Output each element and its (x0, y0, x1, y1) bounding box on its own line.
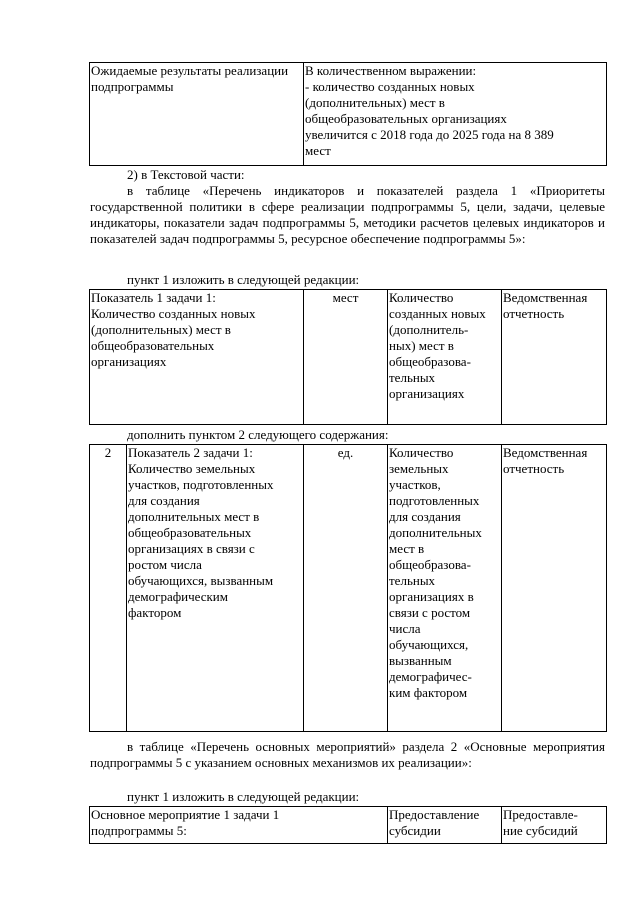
cell-line: Ведомственная (503, 445, 588, 460)
cell-line: ростом числа (128, 557, 202, 572)
cell-line: Предоставление (389, 807, 480, 822)
results-line: увеличится с 2018 года до 2025 года на 8 389 (305, 127, 554, 142)
cell-line: Количество (389, 290, 454, 305)
indicator-2-source-cell (502, 445, 607, 732)
cell-line: для создания (389, 509, 461, 524)
cell-line: дополнительных (389, 525, 482, 540)
cell-line: фактором (128, 605, 182, 620)
cell-line: организациях (91, 354, 167, 369)
activity-name-cell (90, 807, 388, 844)
cell-line: обучающихся, (389, 637, 469, 652)
indicator-2-number-cell: 2 (90, 445, 127, 732)
cell-line: общеобразова- (389, 557, 471, 572)
cell-line: Показатель 2 задачи 1: (128, 445, 253, 460)
text-activities-paragraph: в таблице «Перечень основных мероприятий» раздела 2 «Основные мероприятия подпрограммы 5 с указанием основных механизмов их реализации»: (90, 739, 605, 770)
cell-line: тельных (389, 370, 436, 385)
cell-line: демографическим (128, 589, 228, 604)
indicator-1-unit-cell: мест (304, 290, 388, 425)
cell-line: организациях в связи с (128, 541, 255, 556)
cell-line: Основное мероприятие 1 задачи 1 (91, 807, 280, 822)
cell-line: Количество созданных новых (91, 306, 256, 321)
cell-line: (дополнительных) мест в (91, 322, 231, 337)
cell-line: ким фактором (389, 685, 468, 700)
results-line: общеобразовательных организациях (305, 111, 507, 126)
indicator-1-row (90, 290, 607, 425)
activity-table (89, 806, 607, 844)
text-indicators-paragraph: в таблице «Перечень индикаторов и показателей раздела 1 «Приоритеты государственной политики в сфере реализации подпрограммы 5, цели, задачи, целевые индикаторы, показатели задач подпрограммы 5, методики расчетов целевых индикаторов и показателей задач подпрограммы 5, ресурсное обеспечение подпрограммы 5»: (90, 183, 605, 246)
text-section-heading: 2) в Текстовой части: (127, 167, 245, 182)
cell-line: субсидии (389, 823, 441, 838)
results-label-cell: Ожидаемые результаты реализации подпрограммы (90, 63, 304, 166)
cell-line: тельных (389, 573, 436, 588)
indicator-1-formula-cell (388, 290, 502, 425)
cell-line: Показатель 1 задачи 1: (91, 290, 216, 305)
cell-line: организациях (389, 386, 465, 401)
indicator-1-source-cell (502, 290, 607, 425)
results-table (89, 62, 607, 166)
indicator-2-table (89, 444, 607, 732)
results-row (90, 63, 607, 166)
text-item2-intro: дополнить пунктом 2 следующего содержания: (127, 427, 389, 442)
cell-line: созданных новых (389, 306, 486, 321)
indicator-2-name-cell (127, 445, 304, 732)
cell-line: Предоставле- (503, 807, 578, 822)
results-line: мест (305, 143, 331, 158)
cell-line: (дополнитель- (389, 322, 469, 337)
cell-line: мест в (389, 541, 425, 556)
cell-line: земельных (389, 461, 449, 476)
cell-line: обучающихся, вызванным (128, 573, 274, 588)
indicator-2-row (90, 445, 607, 732)
text-item1-intro: пункт 1 изложить в следующей редакции: (127, 272, 360, 287)
indicator-1-name-cell (90, 290, 304, 425)
results-line: (дополнительных) мест в (305, 95, 445, 110)
cell-line: числа (389, 621, 421, 636)
cell-line: демографичес- (389, 669, 472, 684)
cell-line: ние субсидий (503, 823, 578, 838)
cell-line: дополнительных мест в (128, 509, 260, 524)
activity-mechanism-cell (388, 807, 502, 844)
indicator-2-unit-cell: ед. (304, 445, 388, 732)
cell-line: общеобразовательных (91, 338, 215, 353)
indicator-1-table (89, 289, 607, 425)
cell-line: Ведомственная (503, 290, 588, 305)
cell-line: участков, (389, 477, 441, 492)
cell-line: отчетность (503, 461, 565, 476)
cell-line: Количество (389, 445, 454, 460)
cell-line: общеобразовательных (128, 525, 252, 540)
results-line: В количественном выражении: (305, 63, 477, 78)
cell-line: Количество земельных (128, 461, 256, 476)
cell-line: вызванным (389, 653, 452, 668)
cell-line: общеобразова- (389, 354, 471, 369)
activity-result-cell (502, 807, 607, 844)
indicator-2-formula-cell (388, 445, 502, 732)
cell-line: ных) мест в (389, 338, 454, 353)
cell-line: участков, подготовленных (128, 477, 274, 492)
activity-row (90, 807, 607, 844)
cell-line: связи с ростом (389, 605, 471, 620)
cell-line: подготовленных (389, 493, 480, 508)
cell-line: отчетность (503, 306, 565, 321)
cell-line: организациях в (389, 589, 474, 604)
text-activity-item-intro: пункт 1 изложить в следующей редакции: (127, 789, 360, 804)
cell-line: подпрограммы 5: (91, 823, 187, 838)
results-line: - количество созданных новых (305, 79, 475, 94)
results-value-cell (304, 63, 607, 166)
cell-line: для создания (128, 493, 200, 508)
